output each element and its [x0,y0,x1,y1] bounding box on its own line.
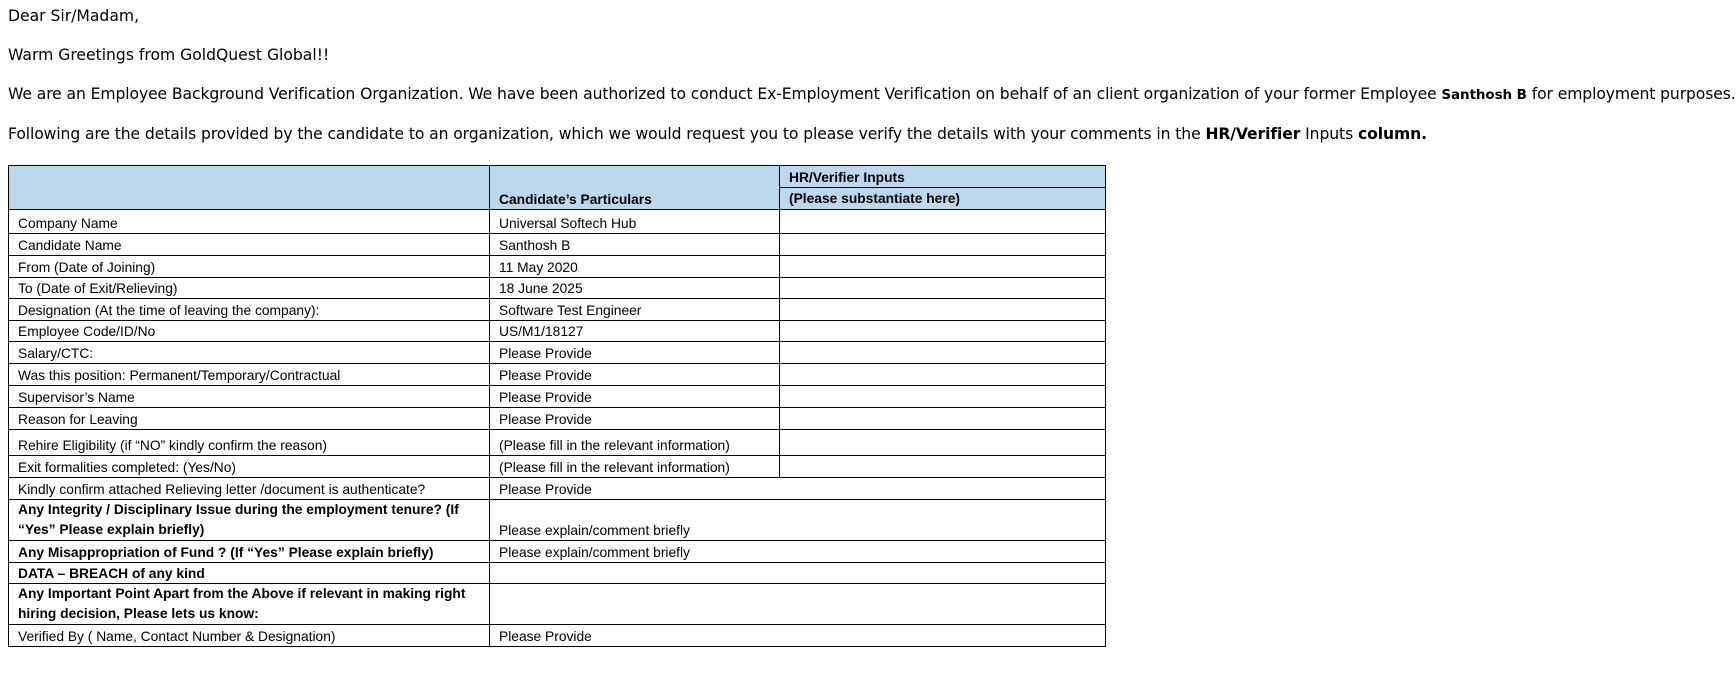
request-bold-column: column. [1357,125,1427,143]
row-label: From (Date of Joining) [9,256,490,278]
row-label: Supervisor’s Name [9,386,490,408]
intro-paragraph [8,84,1736,105]
row-hr-input-cell[interactable] [780,342,1106,364]
row-candidate-value: 11 May 2020 [490,256,780,278]
table-row [9,210,1106,234]
row-hr-input-cell[interactable] [780,430,1106,456]
row-candidate-value: Santhosh B [490,234,780,256]
row-hr-input-cell[interactable] [780,386,1106,408]
row-label: Rehire Eligibility (if “NO” kindly confirm the reason) [9,430,490,456]
row-hr-input-cell[interactable] [780,456,1106,478]
header-row-top [9,166,1106,188]
row-label: Salary/CTC: [9,342,490,364]
row-label: Any Important Point Apart from the Above if relevant in making right hiring decision, Please lets us know: [9,584,490,625]
table-row [9,386,1106,408]
row-label: DATA – BREACH of any kind [9,563,490,584]
row-candidate-value [490,584,1106,625]
row-label: Kindly confirm attached Relieving letter /document is authenticate? [9,478,490,500]
row-hr-input-cell[interactable] [780,321,1106,342]
header-blank-cell [9,166,490,210]
row-hr-input-cell[interactable] [780,364,1106,386]
row-candidate-value: (Please fill in the relevant information) [490,456,780,478]
table-row [9,234,1106,256]
request-text-mid: Inputs [1300,125,1358,143]
intro-text-end: for employment purposes. [1526,85,1736,103]
table-row [9,256,1106,278]
table-row [9,408,1106,430]
row-candidate-value [490,563,1106,584]
row-candidate-value: Please Provide [490,408,780,430]
intro-text-start: We are an Employee Background Verification Organization. We have been authorized to conduct Ex-Employment Verification on behalf of an client organization of your former Employee [8,85,1442,103]
row-hr-input-cell[interactable] [780,256,1106,278]
row-label: Any Misappropriation of Fund ? (If “Yes” Please explain briefly) [9,541,490,563]
row-hr-input-cell[interactable] [780,299,1106,321]
row-label: Company Name [9,210,490,234]
verification-table [8,165,1106,647]
table-row [9,364,1106,386]
greeting: Warm Greetings from GoldQuest Global!! [8,46,330,64]
row-label: Employee Code/ID/No [9,321,490,342]
table-row [9,342,1106,364]
row-hr-input-cell[interactable] [780,234,1106,256]
row-candidate-value: Software Test Engineer [490,299,780,321]
row-candidate-value: Please Provide [490,386,780,408]
table-row [9,278,1106,299]
row-label: Exit formalities completed: (Yes/No) [9,456,490,478]
row-candidate-value: Please Provide [490,364,780,386]
row-hr-input-cell[interactable] [780,210,1106,234]
row-label: Candidate Name [9,234,490,256]
header-candidate-particulars: Candidate’s Particulars [490,166,780,210]
row-candidate-value: Please Provide [490,478,1106,500]
request-bold-hr-verifier: HR/Verifier [1205,125,1301,143]
row-candidate-value: (Please fill in the relevant information) [490,430,780,456]
row-candidate-value: Please explain/comment briefly [490,541,1106,563]
table-row [9,500,1106,541]
row-candidate-value: 18 June 2025 [490,278,780,299]
table-row [9,456,1106,478]
row-hr-input-cell[interactable] [780,278,1106,299]
request-text-start: Following are the details provided by the candidate to an organization, which we would request you to please verify the details with your comments in the [8,125,1206,143]
row-label: Designation (At the time of leaving the company): [9,299,490,321]
header-hr-verifier-inputs: HR/Verifier Inputs [780,166,1106,188]
table-row [9,584,1106,625]
table-row [9,430,1106,456]
candidate-name-inline: Santhosh B [1441,87,1527,103]
salutation: Dear Sir/Madam, [8,7,140,25]
table-row [9,478,1106,500]
row-label: Any Integrity / Disciplinary Issue during the employment tenure? (If “Yes” Please explain briefly) [9,500,490,541]
row-label: To (Date of Exit/Relieving) [9,278,490,299]
row-hr-input-cell[interactable] [780,408,1106,430]
table-row [9,625,1106,647]
row-label: Was this position: Permanent/Temporary/Contractual [9,364,490,386]
table-row [9,321,1106,342]
table-row [9,541,1106,563]
row-candidate-value: Please explain/comment briefly [490,500,1106,541]
row-label: Verified By ( Name, Contact Number & Designation) [9,625,490,647]
row-candidate-value: Universal Softech Hub [490,210,780,234]
row-candidate-value: US/M1/18127 [490,321,780,342]
row-candidate-value: Please Provide [490,342,780,364]
header-substantiate-note: (Please substantiate here) [780,188,1106,210]
request-paragraph [8,124,1427,144]
table-row [9,299,1106,321]
table-row [9,563,1106,584]
row-candidate-value: Please Provide [490,625,1106,647]
row-label: Reason for Leaving [9,408,490,430]
